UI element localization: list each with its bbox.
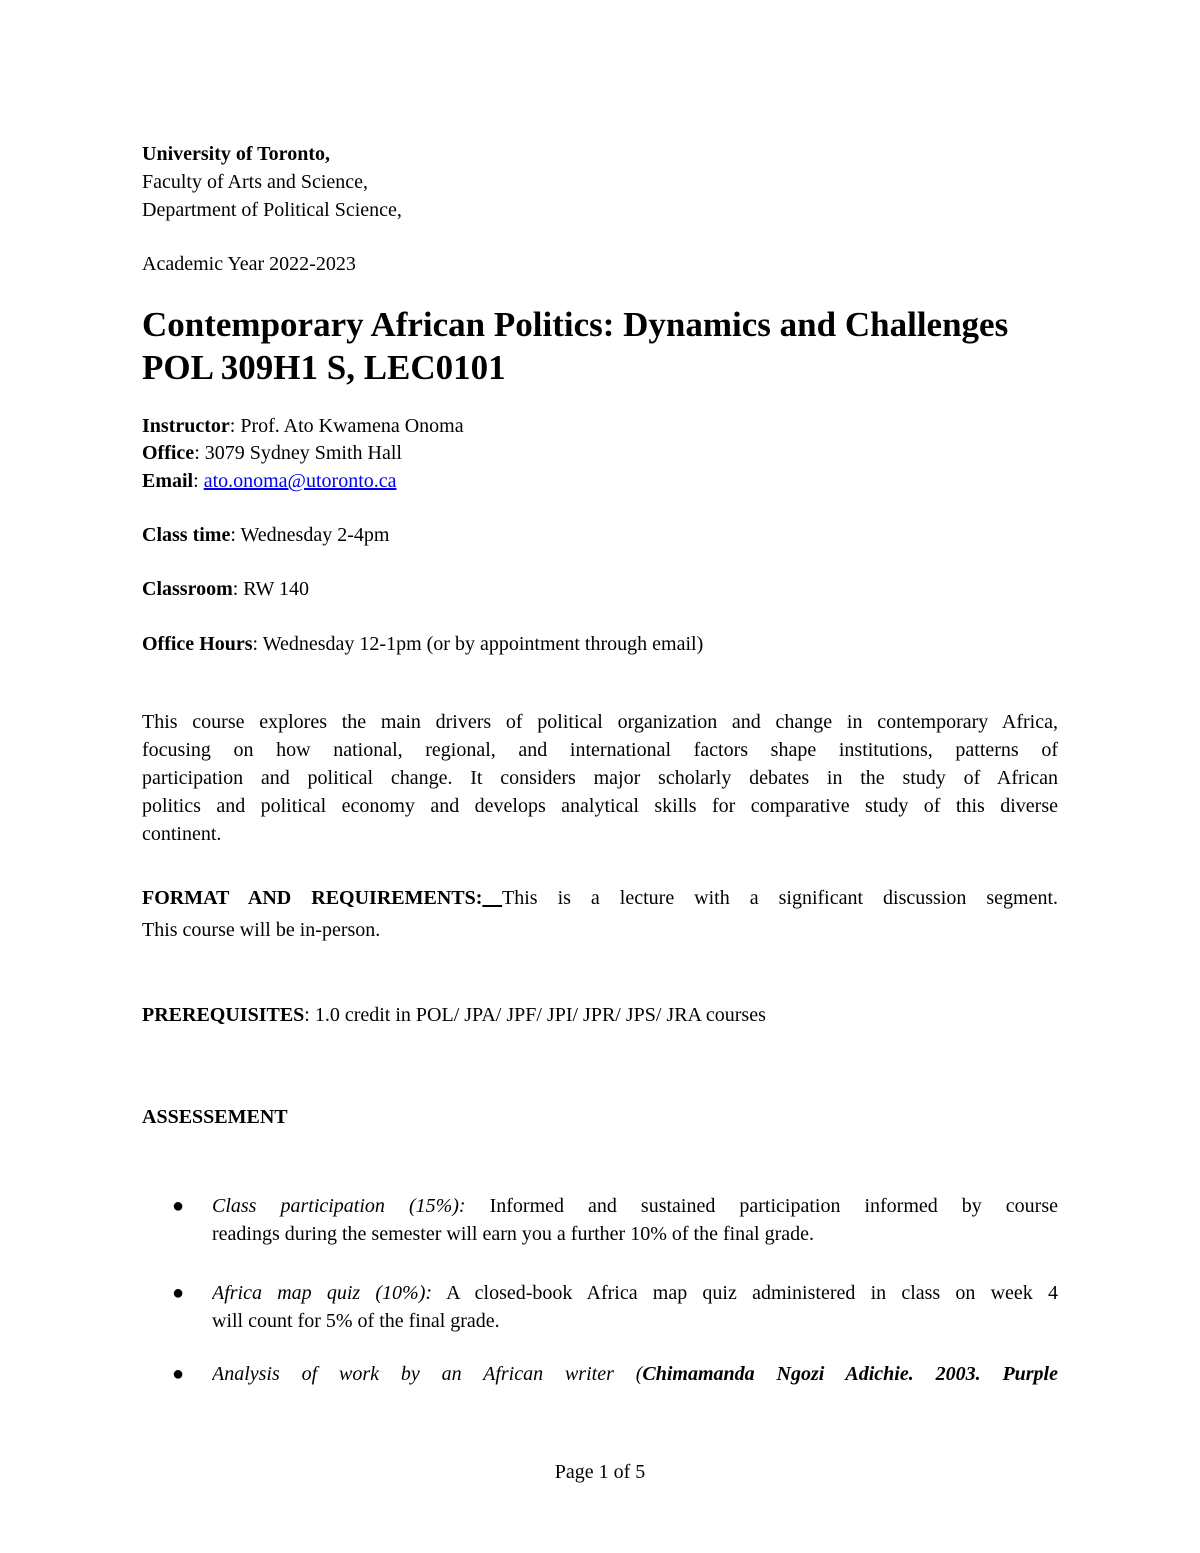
format-label: FORMAT AND REQUIREMENTS: <box>142 887 483 909</box>
class-time-label: Class time <box>142 524 231 546</box>
assessment-heading: ASSESSEMENT <box>142 1106 288 1128</box>
office-hours-value: : Wednesday 12-1pm (or by appointment through email) <box>252 633 704 655</box>
class-time-value: : Wednesday 2-4pm <box>230 524 390 546</box>
classroom-value: : RW 140 <box>232 578 310 600</box>
instructor-label: Instructor <box>142 415 230 437</box>
course-title: Contemporary African Politics: Dynamics and Challenges <box>142 305 1009 344</box>
assessment-item-line <box>212 1360 1058 1388</box>
page-number: Page 1 of 5 <box>554 1461 646 1483</box>
description-line: focusing on how national, regional, and international factors shape institutions, patterns of <box>142 739 1058 761</box>
office-line <box>142 441 402 465</box>
email-label: Email <box>142 470 194 492</box>
prerequisites-line <box>142 1003 766 1027</box>
office-value: : 3079 Sydney Smith Hall <box>194 442 402 464</box>
format-text: This is a lecture with a significant discussion segment. <box>502 887 1058 909</box>
instructor-value: : Prof. Ato Kwamena Onoma <box>229 415 464 437</box>
faculty-name: Faculty of Arts and Science, <box>142 171 369 193</box>
assessment-item-text <box>212 1279 1058 1335</box>
email-line <box>142 469 397 493</box>
description-line: This course explores the main drivers of political organization and change in contemporary Africa, <box>142 711 1058 733</box>
university-name: University of Toronto, <box>142 143 330 165</box>
assessment-item-line <box>212 1192 1058 1220</box>
email-link[interactable]: ato.onoma@utoronto.ca <box>203 470 397 492</box>
assessment-item-book: Chimamanda Ngozi Adichie. 2003. Purple <box>642 1363 1058 1385</box>
office-label: Office <box>142 442 195 464</box>
format-line-1 <box>142 884 1058 912</box>
prerequisites-label: PREREQUISITES <box>142 1004 305 1026</box>
classroom-line <box>142 577 309 601</box>
assessment-item-desc: Informed and sustained participation informed by course <box>465 1195 1058 1217</box>
assessment-item-label: Africa map quiz (10%): <box>212 1282 433 1304</box>
format-underscore <box>482 887 502 909</box>
class-time-line <box>142 523 389 547</box>
assessment-item-line: readings during the semester will earn you a further 10% of the final grade. <box>212 1223 815 1245</box>
description-line: participation and political change. It considers major scholarly debates in the study of African <box>142 767 1058 789</box>
assessment-item-desc: A closed-book Africa map quiz administered in class on week 4 <box>432 1282 1058 1304</box>
assessment-item-text <box>212 1192 1058 1248</box>
description-line: continent. <box>142 823 222 845</box>
assessment-item-line <box>212 1279 1058 1307</box>
course-description <box>142 708 1058 848</box>
instructor-line <box>142 414 464 438</box>
academic-year: Academic Year 2022-2023 <box>142 253 356 275</box>
assessment-item-text <box>212 1360 1058 1388</box>
bullet-icon: ● <box>172 1363 185 1385</box>
course-code: POL 309H1 S, LEC0101 <box>142 348 506 387</box>
email-separator: : <box>193 470 204 492</box>
format-section <box>142 884 1058 912</box>
bullet-icon: ● <box>172 1195 185 1217</box>
bullet-icon: ● <box>172 1282 185 1304</box>
assessment-item-label: Analysis of work by an African writer ( <box>212 1363 643 1385</box>
prerequisites-value: : 1.0 credit in POL/ JPA/ JPF/ JPI/ JPR/ JPS/ JRA courses <box>304 1004 766 1026</box>
office-hours-line <box>142 632 703 656</box>
assessment-item-label: Class participation (15%): <box>212 1195 466 1217</box>
description-line: politics and political economy and develops analytical skills for comparative study of this diverse <box>142 795 1058 817</box>
classroom-label: Classroom <box>142 578 233 600</box>
assessment-item-line: will count for 5% of the final grade. <box>212 1310 500 1332</box>
department-name: Department of Political Science, <box>142 199 402 221</box>
office-hours-label: Office Hours <box>142 633 253 655</box>
format-line-2: This course will be in-person. <box>142 919 381 941</box>
